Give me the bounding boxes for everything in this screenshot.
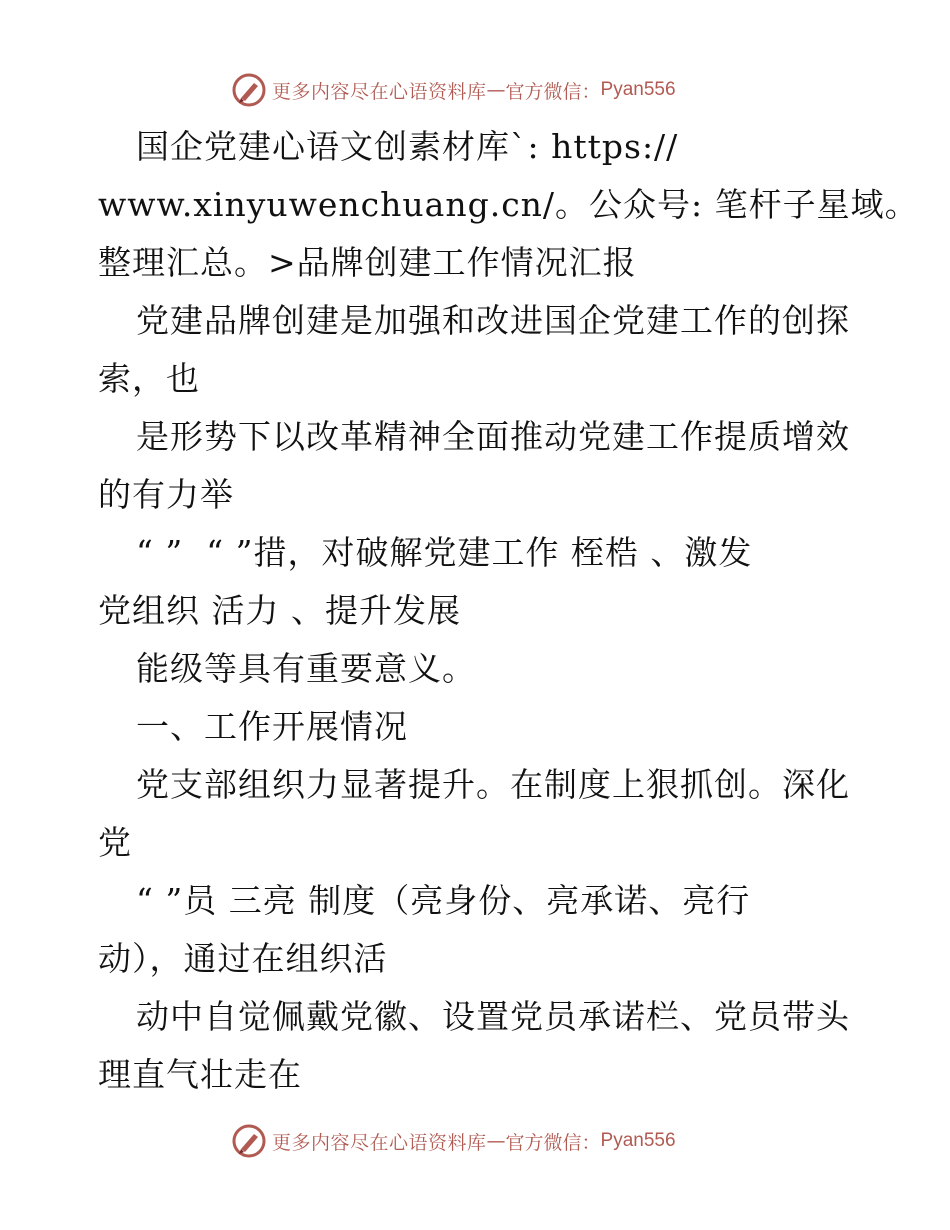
- watermark-wechat-id: Pyan556: [600, 1130, 676, 1151]
- watermark-site-text: 更多内容尽在心语资料库: [272, 80, 487, 103]
- text-line: 党支部组织力显著提升。在制度上狠抓创。深化: [136, 765, 850, 804]
- pen-logo-icon: [232, 73, 266, 107]
- text-line: 动），通过在组织活: [98, 939, 388, 978]
- watermark-dash: —: [486, 1130, 506, 1152]
- text-line: 党: [98, 823, 132, 862]
- footer-watermark: [232, 1123, 676, 1159]
- section-heading: 一、工作开展情况: [136, 707, 408, 746]
- watermark-wechat-id: Pyan556: [600, 79, 676, 100]
- watermark-wechat-label: 官方微信：: [505, 1131, 601, 1154]
- watermark-dash: —: [486, 79, 506, 101]
- text-line: www.xinyuwenchuang.cn/。公众号: 笔杆子星域。: [98, 185, 919, 224]
- text-line: “ ” “ ”措，对破解党建工作 桎梏 、激发: [136, 533, 753, 572]
- text-line: “ ”员 三亮 制度（亮身份、亮承诺、亮行: [136, 881, 751, 920]
- text-line: 党组织 活力 、提升发展: [98, 591, 461, 630]
- text-line: 理直气壮走在: [98, 1055, 302, 1094]
- text-line: 党建品牌创建是加强和改进国企党建工作的创探: [136, 301, 850, 340]
- text-line: 动中自觉佩戴党徽、设置党员承诺栏、党员带头: [136, 997, 850, 1036]
- text-line: 的有力举: [98, 475, 234, 514]
- header-watermark: [232, 72, 676, 108]
- watermark-site-text: 更多内容尽在心语资料库: [272, 1131, 487, 1154]
- pen-logo-icon: [232, 1124, 266, 1158]
- watermark-wechat-label: 官方微信：: [505, 80, 601, 103]
- text-line: 是形势下以改革精神全面推动党建工作提质增效: [136, 417, 850, 456]
- text-line: 索，也: [98, 359, 200, 398]
- text-line: 整理汇总。>品牌创建工作情况汇报: [98, 243, 637, 282]
- text-line: 能级等具有重要意义。: [136, 649, 476, 688]
- text-line: 国企党建心语文创素材库`: https://: [136, 127, 679, 166]
- document-body: [98, 118, 919, 1104]
